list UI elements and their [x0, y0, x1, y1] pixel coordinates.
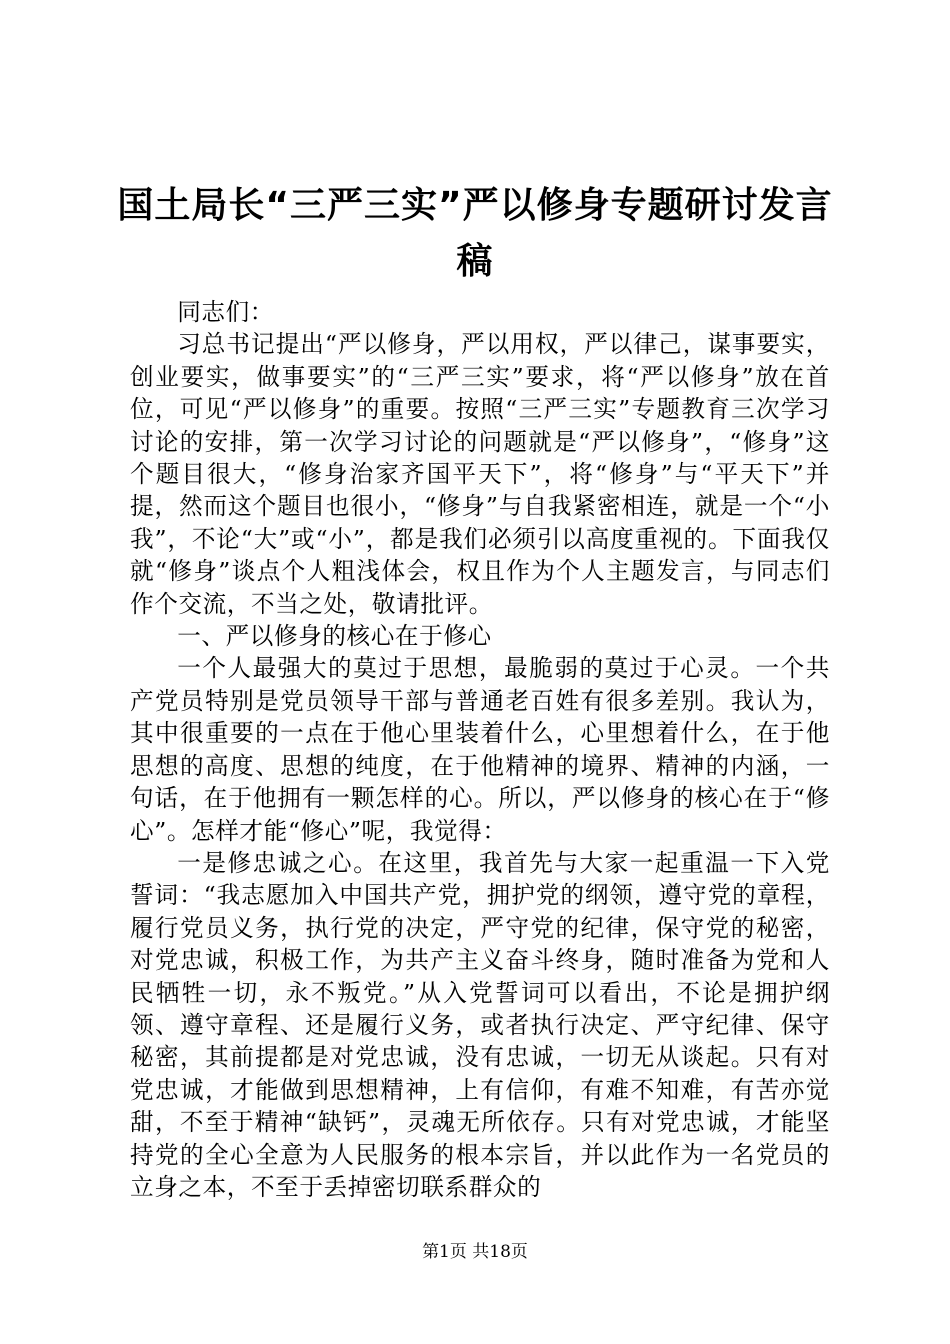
intro-paragraph: 习总书记提出“严以修身，严以用权，严以律己，谋事要实，创业要实，做事要实”的“三严三实”要求，将“严以修身”放在首位，可见“严以修身”的重要。按照“三严三实”专题教育三次学习讨论的安排，第一次学习讨论的问题就是“严以修身”，“修身”这个题目很大，“修身治家齐国平天下”，将“修身”与“平天下”并提，然而这个题目也很小，“修身”与自我紧密相连，就是一个“小我”，不论“大”或“小”，都是我们必须引以高度重视的。下面我仅就“修身”谈点个人粗浅体会，权且作为个人主题发言，与同志们作个交流，不当之处，敬请批评。: [130, 330, 830, 618]
section-heading: 一、严以修身的核心在于修心: [177, 622, 492, 651]
salutation-paragraph: 同志们：: [177, 298, 274, 326]
body-paragraph: 一个人最强大的莫过于思想，最脆弱的莫过于心灵。一个共产党员特别是党员领导干部与普通老百姓有很多差别。我认为，其中很重要的一点在于他心里装着什么，心里想着什么，在于他思想的高度、思想的纯度，在于他精神的境界、精神的内涵，一句话，在于他拥有一颗怎样的心。所以，严以修身的核心在于“修心”。怎样才能“修心”呢，我觉得：: [130, 654, 830, 845]
document-title: 国土局长“三严三实”严以修身专题研讨发言稿: [117, 185, 833, 282]
body-paragraph: 一是修忠诚之心。在这里，我首先与大家一起重温一下入党誓词：“我志愿加入中国共产党，拥护党的纲领，遵守党的章程，履行党员义务，执行党的决定，严守党的纪律，保守党的秘密，对党忠诚，积极工作，为共产主义奋斗终身，随时准备为党和人民牺牲一切，永不叛党。”从入党誓词可以看出，不论是拥护纲领、遵守章程、还是履行义务，或者执行决定、严守纪律、保守秘密，其前提都是对党忠诚，没有忠诚，一切无从谈起。只有对党忠诚，才能做到思想精神，上有信仰，有难不知难，有苦亦觉甜，不至于精神“缺钙”，灵魂无所依存。只有对党忠诚，才能坚持党的全心全意为人民服务的根本宗旨，并以此作为一名党员的立身之本，不至于丢掉密切联系群众的: [130, 848, 830, 1201]
document-body: [130, 296, 830, 1203]
page-number-footer: 第1页 共18页: [422, 1242, 528, 1262]
